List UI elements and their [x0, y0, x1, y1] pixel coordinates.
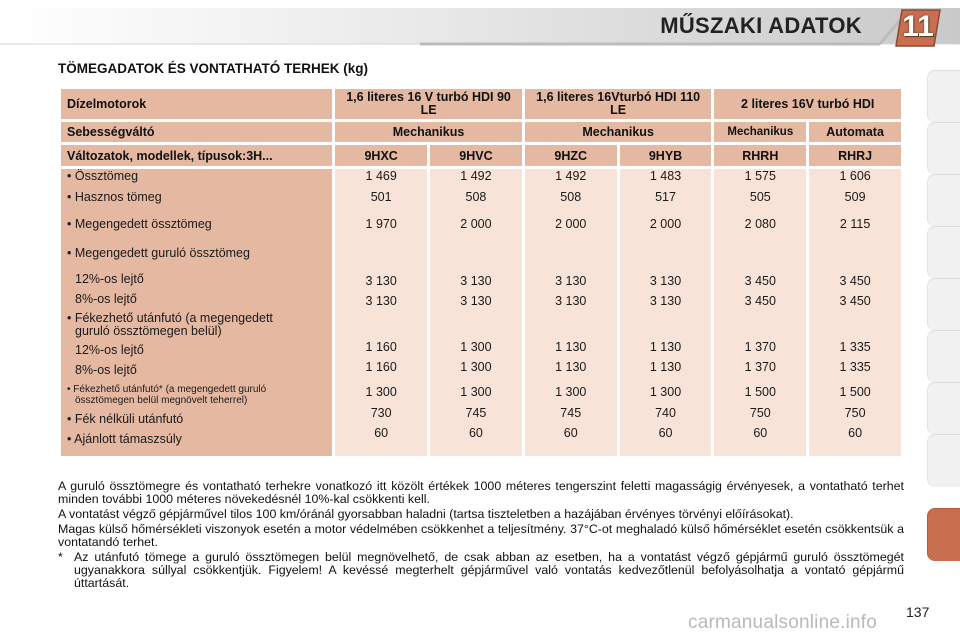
value-cell: 3 450	[839, 274, 871, 288]
value-cell: 750	[749, 406, 771, 420]
label-max-gross: • Megengedett össztömeg	[67, 217, 212, 231]
side-tabs	[926, 60, 960, 640]
value-cell: 1 500	[839, 385, 871, 399]
value-list	[335, 169, 427, 440]
value-list	[620, 169, 712, 440]
type-code: RHRH	[714, 145, 806, 166]
engine-col-2: 1,6 literes 16Vturbó HDI 110 LE	[525, 89, 712, 119]
gearbox-col-4: Automata	[809, 122, 901, 142]
value-cell: 1 970	[365, 217, 397, 231]
value-cell: 1 483	[649, 169, 682, 183]
type-code: 9HYB	[620, 145, 712, 166]
footnote-text: Az utánfutó tömege a guruló össztömegen belül megnövelhető, de csak abban az esetben, ha a vontatást végző gépjármű guruló össztömegét ugyanakkora súllyal csökkentjük. Figyelem! A kevéssé megterhelt gépjárművel való vontatás kedvezőtlenül befolyásolhatja a vontató gépjármű úttartását.	[74, 550, 904, 590]
side-tab-active[interactable]	[927, 508, 960, 561]
side-tab[interactable]	[927, 122, 960, 175]
value-cell: 1 492	[460, 169, 492, 183]
value-cell: 1 370	[744, 360, 776, 374]
side-tab[interactable]	[927, 226, 960, 279]
value-cell: 2 080	[744, 217, 776, 231]
value-cell: 1 300	[555, 385, 587, 399]
value-column	[525, 169, 617, 456]
value-cell: 1 300	[365, 385, 397, 399]
value-cell: 60	[848, 426, 863, 440]
watermark: carmanualsonline.info	[688, 612, 878, 633]
value-cell: 1 130	[555, 340, 587, 354]
type-label: Változatok, modellek, típusok:3H...	[61, 145, 332, 166]
value-cell: 508	[560, 190, 582, 204]
label-slope-12: 12%-os lejtő	[75, 272, 144, 286]
value-list	[525, 169, 617, 440]
value-column	[620, 169, 712, 456]
engine-label: Dízelmotorok	[61, 89, 332, 119]
value-cell: 501	[370, 190, 392, 204]
value-cell: 60	[563, 426, 578, 440]
label-payload: • Hasznos tömeg	[67, 190, 162, 204]
value-cell: 3 130	[649, 274, 682, 288]
type-code: 9HVC	[430, 145, 522, 166]
label-slope-8: 8%-os lejtő	[75, 292, 137, 306]
type-code: 9HXC	[335, 145, 427, 166]
note-temperature: Magas külső hőmérsékleti viszonyok esetén a motor védelmében csökkenhet a teljesítmény. 37°C-ot meghaladó külső hőmérséklet esetén csökkentsük a vontatandó terhet.	[58, 522, 904, 549]
side-tab[interactable]	[927, 174, 960, 227]
value-cell: 1 300	[649, 385, 682, 399]
side-tab[interactable]	[927, 330, 960, 383]
value-cell: 60	[374, 426, 389, 440]
gearbox-col-2: Mechanikus	[525, 122, 712, 142]
value-cell: 745	[560, 406, 582, 420]
value-cell: 2 115	[839, 217, 871, 231]
note-footnote	[58, 551, 904, 590]
label-list	[61, 169, 332, 446]
label-max-train: • Megengedett guruló össztömeg	[67, 246, 250, 260]
value-cell: 740	[655, 406, 676, 420]
value-cell: 1 130	[649, 340, 682, 354]
value-cell: 2 000	[649, 217, 682, 231]
value-cell: 1 335	[839, 360, 871, 374]
value-cell: 1 370	[744, 340, 776, 354]
label-nose-weight: • Ajánlott támaszsúly	[67, 432, 182, 446]
weights-table	[58, 86, 904, 459]
engine-row	[61, 89, 901, 119]
value-list	[714, 169, 806, 440]
value-cell: 1 469	[365, 169, 397, 183]
engine-col-1: 1,6 literes 16 V turbó HDI 90 LE	[335, 89, 522, 119]
value-cell: 3 130	[460, 294, 492, 308]
value-cell: 3 130	[365, 274, 397, 288]
side-tab[interactable]	[927, 434, 960, 487]
value-cell: 750	[844, 406, 866, 420]
side-tab[interactable]	[927, 382, 960, 435]
value-cell: 3 450	[744, 274, 776, 288]
value-cell: 3 130	[460, 274, 492, 288]
label-braked-trailer-plus-cont: össztömegen belül megnövelt teherrel)	[75, 395, 248, 406]
value-cell: 1 500	[744, 385, 776, 399]
value-cell: 60	[753, 426, 768, 440]
page-number: 137	[906, 604, 930, 620]
value-cell: 3 130	[555, 294, 587, 308]
footnote-mark: *	[58, 550, 63, 564]
notes	[58, 480, 904, 590]
value-cell: 508	[465, 190, 487, 204]
value-cell: 1 492	[555, 169, 587, 183]
engine-col-3: 2 literes 16V turbó HDI	[714, 89, 901, 119]
gearbox-col-1: Mechanikus	[335, 122, 522, 142]
value-cell: 3 130	[365, 294, 397, 308]
note-altitude: A guruló össztömegre és vontatható terhekre vonatkozó itt közölt értékek 1000 méteres tengerszint feletti magasságig érvényesek, a vontatható terhet minden további 1000 méteres növekedésnél 10%-kal csökkenti kell.	[58, 479, 904, 506]
value-cell: 745	[465, 406, 487, 420]
value-column	[335, 169, 427, 456]
value-cell: 1 606	[839, 169, 871, 183]
value-cell: 3 450	[839, 294, 871, 308]
label-gross-weight: • Össztömeg	[67, 169, 139, 183]
value-cell: 3 450	[744, 294, 776, 308]
chapter-number: 11	[902, 10, 934, 43]
section-title: TÖMEGADATOK ÉS VONTATHATÓ TERHEK (kg)	[58, 61, 368, 76]
gearbox-label: Sebességváltó	[61, 122, 332, 142]
value-cell: 517	[655, 190, 676, 204]
value-cell: 1 575	[744, 169, 776, 183]
gearbox-col-3: Mechanikus	[714, 122, 806, 142]
value-cell: 60	[658, 426, 673, 440]
value-cell: 505	[749, 190, 771, 204]
value-cell: 1 130	[649, 360, 682, 374]
value-cell: 509	[844, 190, 866, 204]
label-unbraked-trailer: • Fék nélküli utánfutó	[67, 412, 184, 426]
value-cell: 3 130	[649, 294, 682, 308]
note-speed: A vontatást végző gépjárművel tilos 100 km/óránál gyorsabban haladni (tartsa tiszteletben a hazájában érvényes törvényi előírásokat).	[58, 507, 794, 521]
type-code: 9HZC	[525, 145, 617, 166]
value-cell: 1 335	[839, 340, 871, 354]
value-cell: 1 160	[365, 360, 397, 374]
header-title: MŰSZAKI ADATOK	[660, 13, 862, 38]
value-cell: 2 000	[460, 217, 492, 231]
type-row	[61, 145, 901, 166]
label-braked-trailer: • Fékezhető utánfutó (a megengedett	[67, 311, 273, 325]
values-row	[61, 169, 901, 456]
value-column	[430, 169, 522, 456]
side-tab[interactable]	[927, 278, 960, 331]
label-slope-8: 8%-os lejtő	[75, 363, 137, 377]
label-braked-trailer-cont: guruló össztömegen belül)	[75, 324, 222, 338]
value-cell: 730	[370, 406, 392, 420]
value-column	[714, 169, 806, 456]
value-cell: 1 300	[460, 360, 492, 374]
value-cell: 2 000	[555, 217, 587, 231]
side-tab[interactable]	[927, 70, 960, 123]
value-cell: 1 300	[460, 340, 492, 354]
value-list	[430, 169, 522, 440]
gearbox-row	[61, 122, 901, 142]
type-code: RHRJ	[809, 145, 901, 166]
value-column	[809, 169, 901, 456]
label-braked-trailer-plus: • Fékezhető utánfutó* (a megengedett guruló	[67, 384, 267, 395]
value-cell: 1 160	[365, 340, 397, 354]
label-slope-12: 12%-os lejtő	[75, 343, 144, 357]
value-list	[809, 169, 901, 440]
value-cell: 3 130	[555, 274, 587, 288]
value-cell: 60	[468, 426, 483, 440]
value-cell: 1 300	[460, 385, 492, 399]
value-cell: 1 130	[555, 360, 587, 374]
row-labels	[61, 169, 332, 456]
